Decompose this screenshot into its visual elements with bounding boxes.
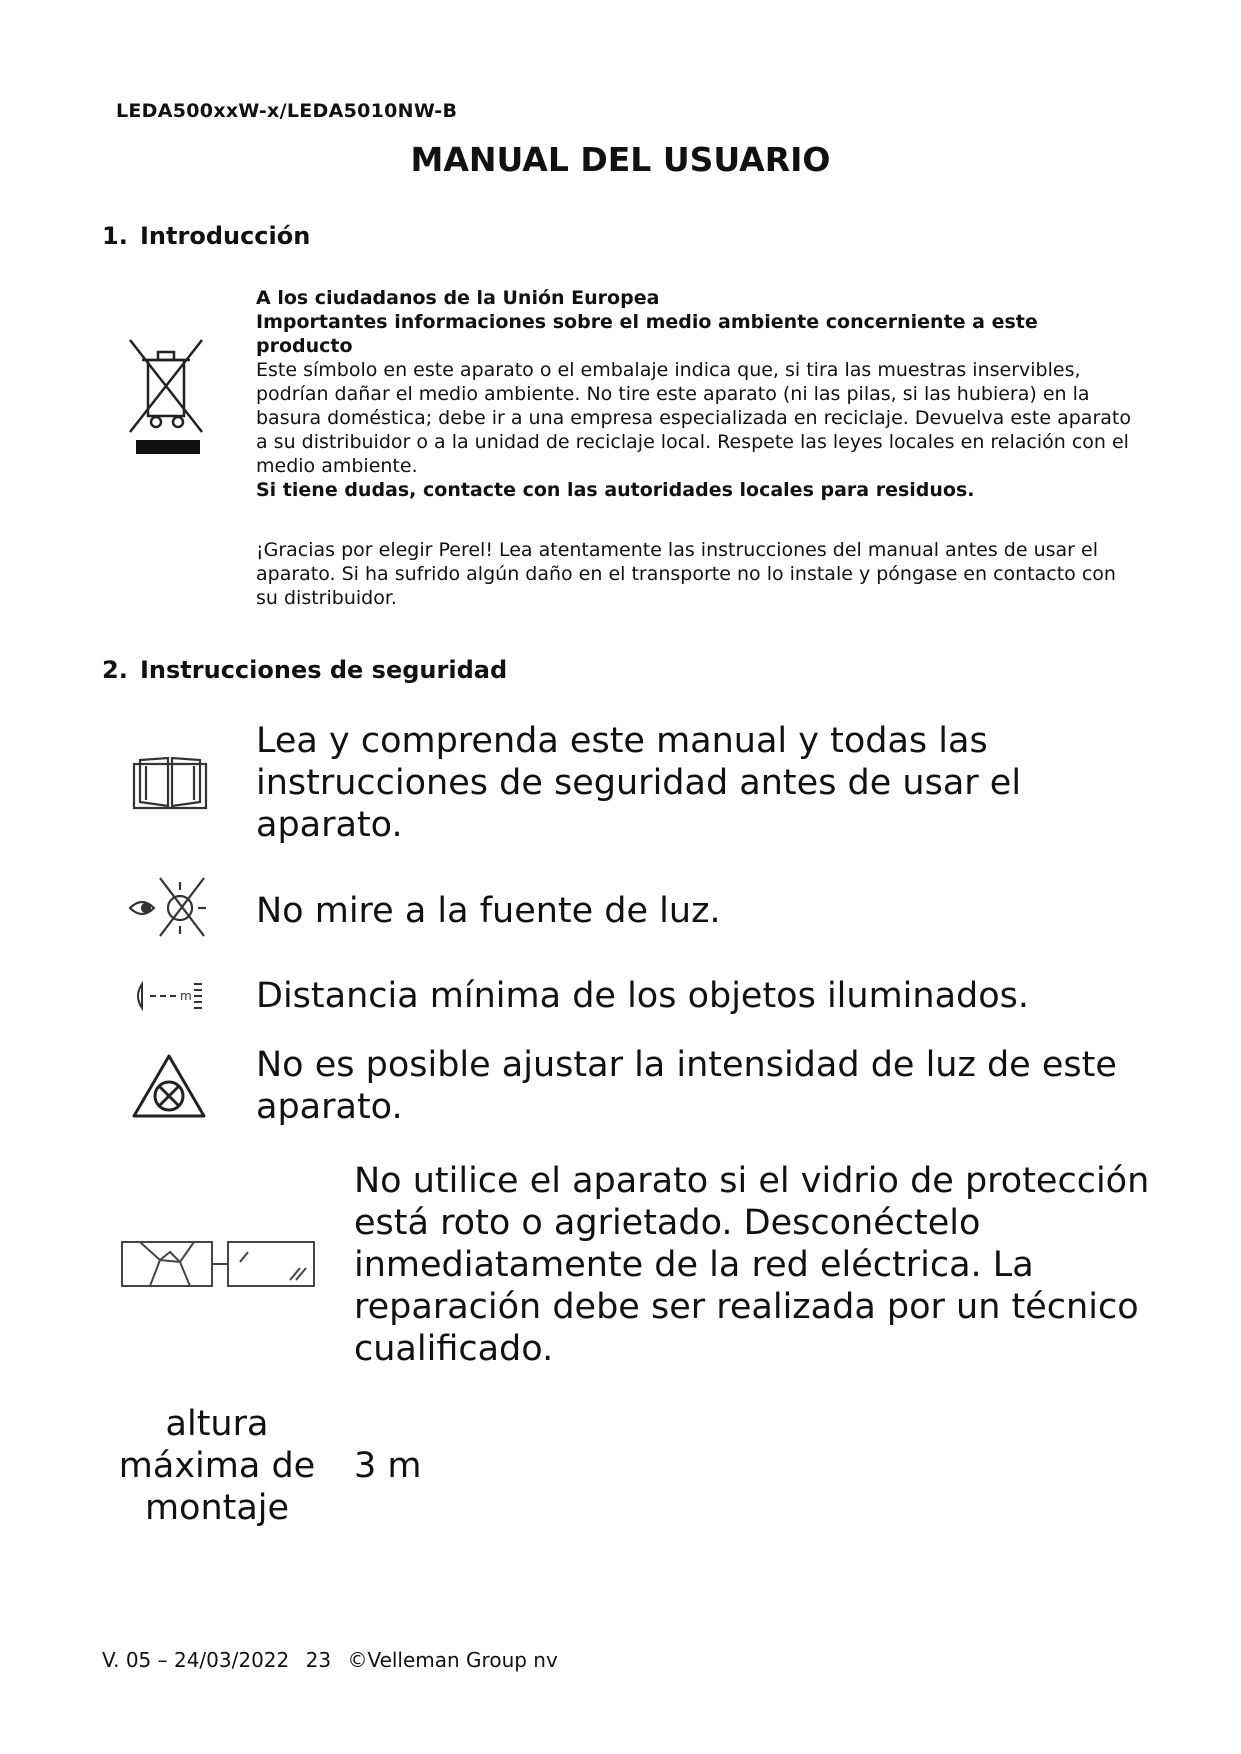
no-dimmer-icon [130, 1052, 208, 1122]
page-title: MANUAL DEL USUARIO [410, 140, 831, 179]
section-title: Introducción [140, 222, 311, 250]
model-number: LEDA500xxW-x/LEDA5010NW-B [116, 100, 458, 122]
safety-text-min-distance: Distancia mínima de los objetos iluminados. [256, 976, 1030, 1016]
safety-text-read-manual: Lea y comprenda este manual y todas las instrucciones de seguridad antes de usar el aparato. [256, 721, 1022, 845]
footer-copyright: ©Velleman Group nv [347, 1648, 558, 1672]
safety-text-broken-glass: No utilice el aparato si el vidrio de protección está roto o agrietado. Desconéctelo inmediatamente de la red eléctrica. La reparación debe ser realizada por un técnico cualificado. [354, 1161, 1150, 1369]
footer-page-number: 23 [305, 1648, 332, 1672]
safety-text-no-dimmer: No es posible ajustar la intensidad de luz de este aparato. [256, 1045, 1117, 1127]
eu-bold-note: Si tiene dudas, contacte con las autoridades locales para residuos. [256, 479, 975, 501]
footer-version: V. 05 – 24/03/2022 [102, 1648, 290, 1672]
mounting-height-value: 3 m [354, 1446, 422, 1486]
read-manual-icon [132, 752, 208, 810]
eu-subheading: Importantes informaciones sobre el medio ambiente concerniente a este producto [256, 311, 1038, 357]
min-distance-icon [132, 980, 208, 1012]
section-title: Instrucciones de seguridad [140, 656, 508, 684]
section-heading-introduccion [102, 222, 310, 250]
section-number: 1. [102, 222, 128, 250]
mounting-height-label: altura máxima de montaje [118, 1404, 316, 1528]
no-look-light-icon [128, 876, 210, 938]
svg-text:m: m [180, 989, 192, 1003]
broken-glass-icon [120, 1232, 316, 1294]
section-number: 2. [102, 656, 128, 684]
page-footer [102, 1648, 568, 1672]
section-heading-seguridad [102, 656, 507, 684]
weee-crossed-bin-icon [126, 338, 206, 456]
eu-notice [256, 286, 1136, 502]
eu-body: Este símbolo en este aparato o el embalaje indica que, si tira las muestras inservibles, podrían dañar el medio ambiente. No tire este aparato (ni las pilas, si las hubiera) en la basura doméstica; debe ir a una empresa especializada en reciclaje. Devuelva este aparato a su distribuidor o a la unidad de reciclaje local. Respete las leyes locales en relación con el medio ambiente. [256, 359, 1131, 477]
eu-heading: A los ciudadanos de la Unión Europea [256, 287, 660, 309]
thanks-paragraph: ¡Gracias por elegir Perel! Lea atentamente las instrucciones del manual antes de usar el aparato. Si ha sufrido algún daño en el transporte no lo instale y póngase en contacto con su distribuidor. [256, 539, 1116, 609]
safety-text-no-look: No mire a la fuente de luz. [256, 891, 721, 931]
